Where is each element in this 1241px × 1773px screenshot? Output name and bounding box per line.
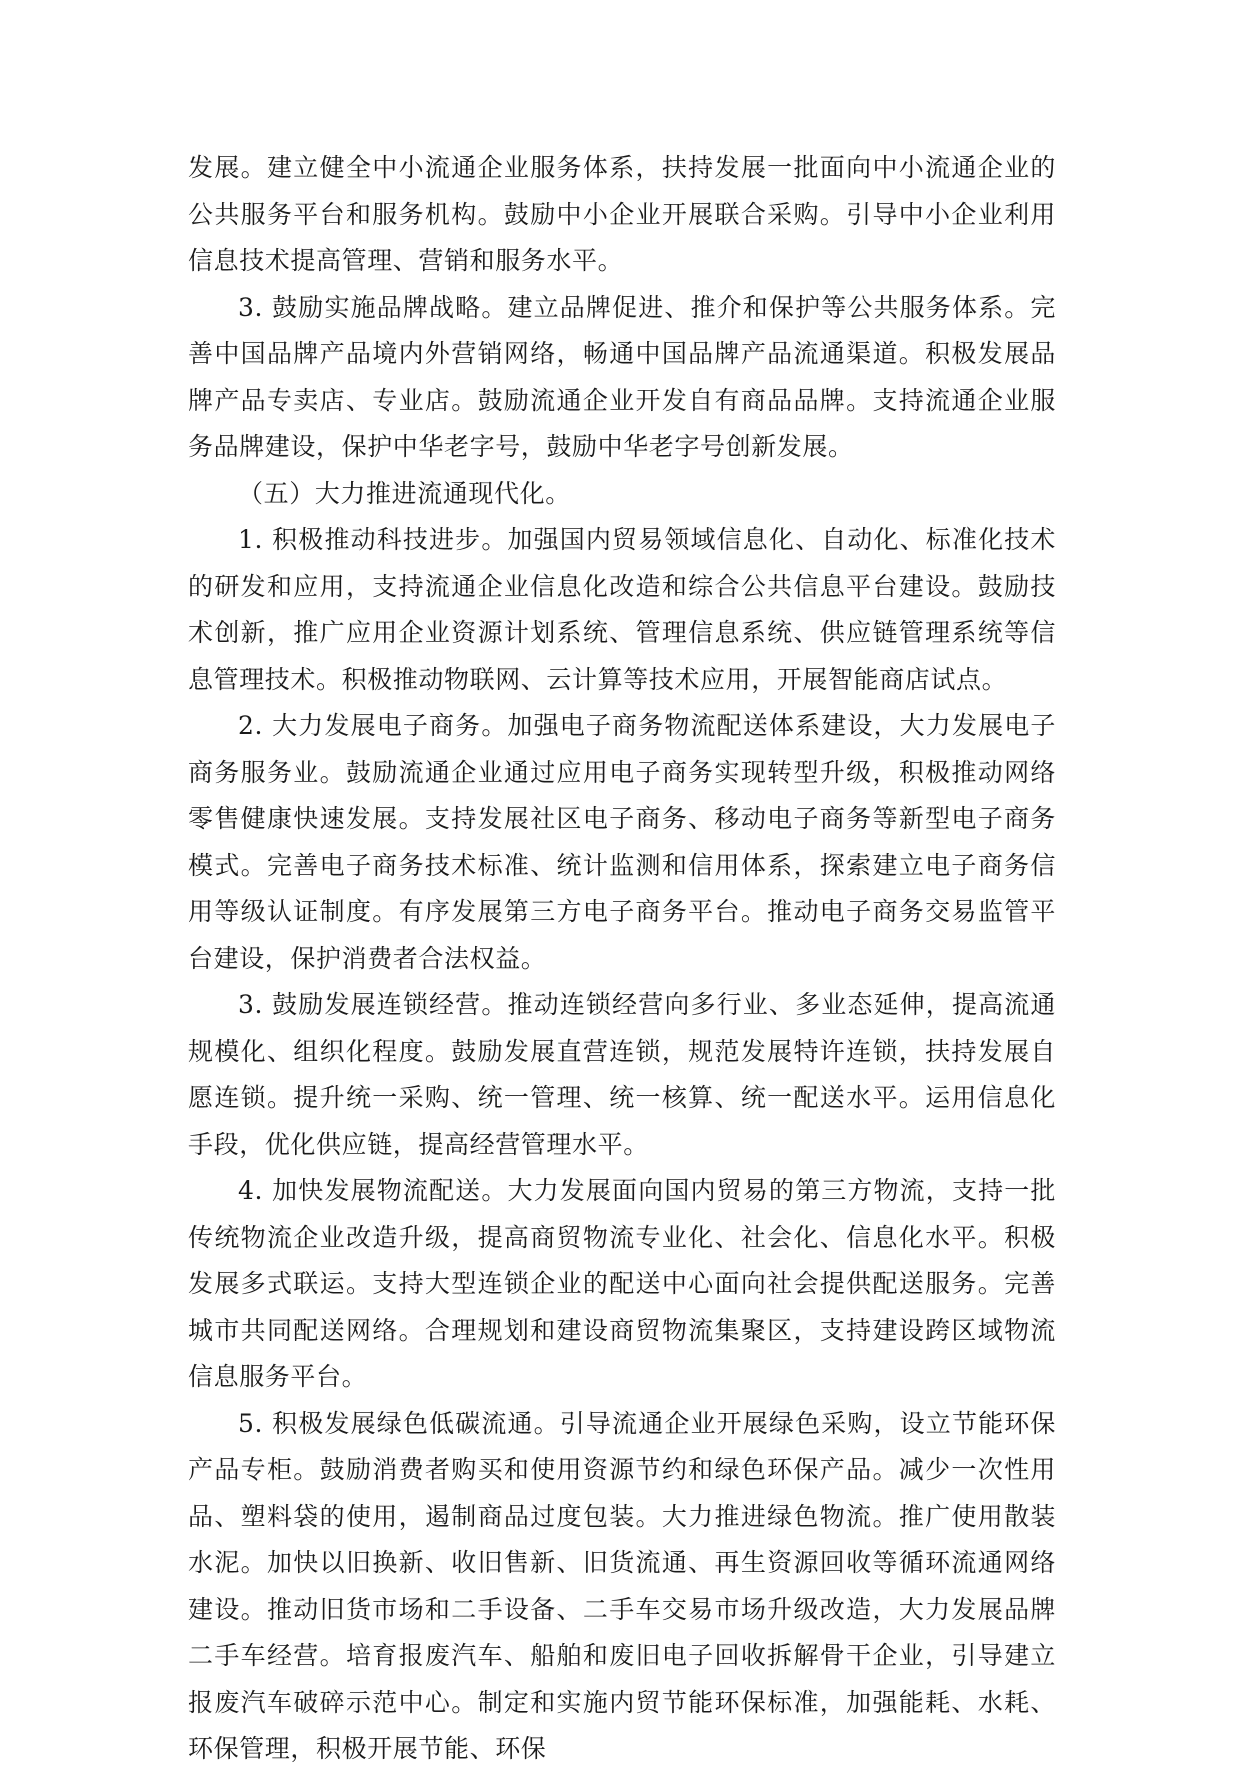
paragraph-technology-progress: 1. 积极推动科技进步。加强国内贸易领域信息化、自动化、标准化技术的研发和应用，支持流通企业信息化改造和综合公共信息平台建设。鼓励技术创新，推广应用企业资源计划系统、管理信息系统、供应链管理系统等信息管理技术。积极推动物联网、云计算等技术应用，开展智能商店试点。 (188, 525, 1056, 694)
paragraph-green-circulation: 5. 积极发展绿色低碳流通。引导流通企业开展绿色采购，设立节能环保产品专柜。鼓励消费者购买和使用资源节约和绿色环保产品。减少一次性用品、塑料袋的使用，遏制商品过度包装。大力推进绿色物流。推广使用散装水泥。加快以旧换新、收旧售新、旧货流通、再生资源回收等循环流通网络建设。推动旧货市场和二手设备、二手车交易市场升级改造，大力发展品牌二手车经营。培育报废汽车、船舶和废旧电子回收拆解骨干企业，引导建立报废汽车破碎示范中心。制定和实施内贸节能环保标准，加强能耗、水耗、环保管理，积极开展节能、环保 (188, 1408, 1056, 1763)
paragraph-chain-operation: 3. 鼓励发展连锁经营。推动连锁经营向多行业、多业态延伸，提高流通规模化、组织化程度。鼓励发展直营连锁，规范发展特许连锁，扶持发展自愿连锁。提升统一采购、统一管理、统一核算、统一配送水平。运用信息化手段，优化供应链，提高经营管理水平。 (188, 990, 1056, 1159)
document-body (188, 145, 1056, 1773)
paragraph-brand-strategy: 3. 鼓励实施品牌战略。建立品牌促进、推介和保护等公共服务体系。完善中国品牌产品境内外营销网络，畅通中国品牌产品流通渠道。积极发展品牌产品专卖店、专业店。鼓励流通企业开发自有商品品牌。支持流通企业服务品牌建设，保护中华老字号，鼓励中华老字号创新发展。 (188, 292, 1056, 461)
section-heading-modernization: （五）大力推进流通现代化。 (238, 478, 571, 508)
paragraph-logistics: 4. 加快发展物流配送。大力发展面向国内贸易的第三方物流，支持一批传统物流企业改造升级，提高商贸物流专业化、社会化、信息化水平。积极发展多式联运。支持大型连锁企业的配送中心面向社会提供配送服务。完善城市共同配送网络。合理规划和建设商贸物流集聚区，支持建设跨区域物流信息服务平台。 (188, 1176, 1056, 1391)
paragraph-e-commerce: 2. 大力发展电子商务。加强电子商务物流配送体系建设，大力发展电子商务服务业。鼓励流通企业通过应用电子商务实现转型升级，积极推动网络零售健康快速发展。支持发展社区电子商务、移动电子商务等新型电子商务模式。完善电子商务技术标准、统计监测和信用体系，探索建立电子商务信用等级认证制度。有序发展第三方电子商务平台。推动电子商务交易监管平台建设，保护消费者合法权益。 (188, 711, 1056, 973)
paragraph-continuation: 发展。建立健全中小流通企业服务体系，扶持发展一批面向中小流通企业的公共服务平台和服务机构。鼓励中小企业开展联合采购。引导中小企业利用信息技术提高管理、营销和服务水平。 (188, 153, 1056, 275)
